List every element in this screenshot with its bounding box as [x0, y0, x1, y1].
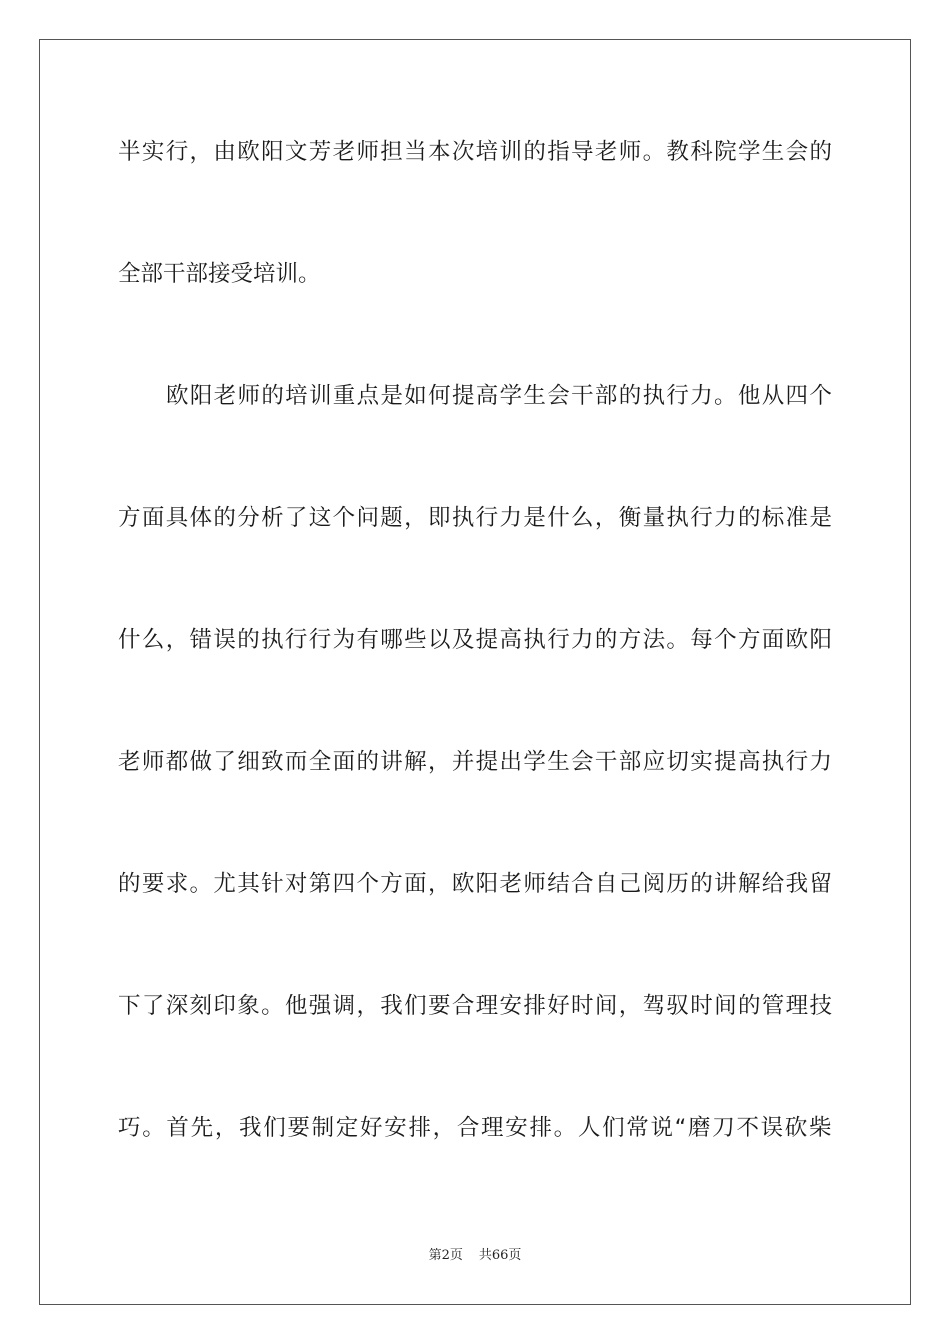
- text-char: 我: [239, 1115, 262, 1141]
- text-char: 会: [785, 139, 809, 165]
- text-char: 排: [529, 1115, 552, 1141]
- text-line-3: [166, 381, 832, 411]
- text-char: 个: [714, 627, 737, 653]
- text-char: 安: [499, 993, 523, 1019]
- text-char: 第: [308, 871, 332, 897]
- text-char: 的: [737, 993, 761, 1019]
- text-char: 常: [626, 1115, 649, 1141]
- text-char: 么: [141, 627, 165, 653]
- text-char: 尤: [213, 871, 236, 897]
- text-char: 这: [308, 505, 332, 531]
- text-char: “: [674, 1115, 687, 1141]
- text-char: 都: [165, 749, 189, 775]
- text-char: 错: [189, 627, 213, 653]
- text-line-9: [118, 1113, 832, 1143]
- text-char: 误: [213, 627, 236, 653]
- text-line-2: 全部干部接受培训。: [118, 261, 321, 287]
- text-line-6: [118, 747, 832, 777]
- text-char: 安: [505, 1115, 528, 1141]
- text-char: 间: [594, 993, 618, 1019]
- text-char: 力: [571, 627, 594, 653]
- text-char: 给: [761, 871, 785, 897]
- text-char: 四: [332, 871, 356, 897]
- text-char: 砍: [784, 1115, 808, 1141]
- text-char: 方: [737, 627, 761, 653]
- text-char: 刻: [189, 993, 213, 1019]
- text-char: 的: [594, 627, 618, 653]
- page-footer: [0, 1247, 950, 1265]
- text-char: 其: [237, 871, 260, 897]
- text-char: 做: [189, 749, 213, 775]
- text-char: 力: [809, 749, 832, 775]
- text-char: 从: [761, 383, 785, 409]
- text-char: 方: [118, 505, 141, 531]
- text-char: 当: [404, 139, 427, 165]
- text-char: 方: [380, 871, 403, 897]
- text-char: 安: [384, 1115, 407, 1141]
- text-char: 为: [332, 627, 356, 653]
- text-char: 科: [690, 139, 713, 165]
- text-char: 培: [285, 383, 308, 409]
- text-char: 以: [427, 627, 451, 653]
- text-char: 行: [785, 749, 809, 775]
- text-char: 学: [737, 139, 761, 165]
- text-char: 。: [642, 139, 666, 165]
- text-char: 力: [690, 383, 713, 409]
- text-char: 训: [308, 383, 332, 409]
- text-char: 时: [690, 993, 713, 1019]
- text-char: 管: [761, 993, 785, 1019]
- text-char: 老: [213, 383, 237, 409]
- text-char: 出: [499, 749, 523, 775]
- text-char: 致: [261, 749, 284, 775]
- text-char: 文: [284, 139, 308, 165]
- text-char: ，: [404, 505, 427, 531]
- text-char: ，: [214, 1115, 238, 1141]
- text-char: 什: [118, 627, 141, 653]
- text-line-5: [118, 625, 832, 655]
- page-total: 共66页: [478, 1248, 522, 1263]
- text-char: 合: [571, 871, 594, 897]
- text-char: 是: [523, 505, 546, 531]
- text-char: 个: [356, 871, 379, 897]
- text-char: 的: [690, 871, 713, 897]
- text-char: 具: [165, 505, 189, 531]
- text-char: 们: [602, 1115, 625, 1141]
- text-char: 有: [356, 627, 379, 653]
- text-char: 磨: [688, 1115, 711, 1141]
- text-char: 理: [475, 993, 499, 1019]
- text-char: 半: [118, 139, 141, 165]
- text-char: 体: [189, 505, 213, 531]
- text-char: 强: [308, 993, 332, 1019]
- text-char: 的: [523, 139, 546, 165]
- text-char: 的: [237, 627, 260, 653]
- text-char: 的: [213, 505, 236, 531]
- text-char: 解: [737, 871, 761, 897]
- text-char: 时: [571, 993, 594, 1019]
- text-char: 是: [380, 383, 403, 409]
- text-char: 解: [404, 749, 427, 775]
- text-char: ，: [618, 993, 642, 1019]
- text-char: 印: [213, 993, 236, 1019]
- text-char: 执: [451, 505, 475, 531]
- text-char: 准: [785, 505, 809, 531]
- text-char: 应: [642, 749, 666, 775]
- text-char: 。: [666, 627, 689, 653]
- text-char: 何: [428, 383, 451, 409]
- text-char: 不: [736, 1115, 759, 1141]
- text-char: 法: [642, 627, 666, 653]
- text-char: 及: [451, 627, 475, 653]
- text-char: 院: [714, 139, 737, 165]
- text-char: ，: [165, 627, 189, 653]
- text-char: 阳: [261, 139, 284, 165]
- text-char: 了: [284, 505, 308, 531]
- text-char: 深: [165, 993, 189, 1019]
- text-char: 。: [553, 1115, 577, 1141]
- text-char: 提: [451, 383, 475, 409]
- text-char: 好: [547, 993, 570, 1019]
- text-char: 。: [714, 383, 737, 409]
- text-char: 学: [523, 749, 546, 775]
- text-char: 留: [809, 871, 832, 897]
- text-char: 实: [690, 749, 713, 775]
- text-char: 执: [761, 749, 785, 775]
- text-char: 干: [594, 749, 618, 775]
- text-char: 我: [380, 993, 403, 1019]
- text-char: 问: [356, 505, 379, 531]
- text-char: 行: [475, 505, 499, 531]
- text-char: 全: [308, 749, 332, 775]
- text-char: 高: [499, 627, 523, 653]
- text-char: 定: [335, 1115, 359, 1141]
- text-char: 阅: [642, 871, 666, 897]
- text-char: 人: [577, 1115, 601, 1141]
- text-char: 培: [475, 139, 499, 165]
- text-char: 间: [714, 993, 737, 1019]
- text-char: 的: [118, 871, 141, 897]
- text-char: ，: [594, 505, 618, 531]
- text-char: 行: [165, 139, 189, 165]
- text-char: 制: [311, 1115, 335, 1141]
- text-char: 刀: [712, 1115, 735, 1141]
- text-char: 误: [760, 1115, 784, 1141]
- text-char: 面: [141, 505, 165, 531]
- text-char: 点: [356, 383, 380, 409]
- text-char: 师: [237, 383, 260, 409]
- text-char: 们: [404, 993, 427, 1019]
- text-char: 本: [427, 139, 451, 165]
- text-char: 力: [499, 505, 523, 531]
- text-char: 细: [237, 749, 260, 775]
- text-char: 哪: [380, 627, 403, 653]
- text-char: 分: [237, 505, 260, 531]
- text-char: 。: [261, 993, 284, 1019]
- text-char: 了: [213, 749, 236, 775]
- text-char: 面: [332, 749, 356, 775]
- text-char: 欧: [237, 139, 260, 165]
- text-char: 执: [261, 627, 284, 653]
- text-char: 历: [666, 871, 689, 897]
- text-char: 部: [594, 383, 618, 409]
- text-char: 芳: [308, 139, 332, 165]
- text-char: 老: [499, 871, 523, 897]
- text-char: 师: [523, 871, 546, 897]
- text-char: 合: [451, 993, 475, 1019]
- text-char: 排: [523, 993, 546, 1019]
- text-char: 实: [141, 139, 165, 165]
- text-char: 老: [594, 139, 618, 165]
- text-char: 析: [261, 505, 284, 531]
- text-char: 高: [475, 383, 499, 409]
- text-char: 阳: [809, 627, 832, 653]
- text-char: 部: [618, 749, 642, 775]
- text-char: 的: [356, 749, 379, 775]
- text-char: 他: [284, 993, 308, 1019]
- text-char: 驾: [642, 993, 666, 1019]
- text-char: 要: [427, 993, 451, 1019]
- text-char: 行: [284, 627, 308, 653]
- text-char: 指: [547, 139, 570, 165]
- text-char: 力: [714, 505, 737, 531]
- text-char: 结: [547, 871, 570, 897]
- text-char: ，: [432, 1115, 456, 1141]
- text-char: 师: [356, 139, 379, 165]
- page-number: 第2页: [428, 1248, 463, 1263]
- text-char: 生: [761, 139, 785, 165]
- text-char: 切: [666, 749, 689, 775]
- text-char: 次: [451, 139, 475, 165]
- text-char: 衡: [618, 505, 642, 531]
- text-char: 题: [380, 505, 403, 531]
- text-line-1: [118, 137, 832, 167]
- text-char: 提: [714, 749, 737, 775]
- text-char: 欧: [785, 627, 809, 653]
- text-char: 讲: [380, 749, 403, 775]
- text-char: 标: [761, 505, 785, 531]
- text-char: 他: [737, 383, 761, 409]
- text-char: 己: [618, 871, 642, 897]
- text-char: 什: [547, 505, 570, 531]
- text-char: 针: [261, 871, 284, 897]
- text-char: 干: [571, 383, 594, 409]
- text-char: ，: [427, 749, 451, 775]
- text-char: 排: [408, 1115, 431, 1141]
- text-char: 驭: [666, 993, 689, 1019]
- text-char: 下: [118, 993, 141, 1019]
- text-char: 即: [427, 505, 451, 531]
- text-char: 。: [142, 1115, 165, 1141]
- text-char: 训: [499, 139, 523, 165]
- text-char: 理: [785, 993, 809, 1019]
- text-char: 欧: [166, 383, 189, 409]
- text-char: 如: [404, 383, 427, 409]
- text-char: 的: [809, 139, 832, 165]
- text-char: 技: [809, 993, 832, 1019]
- text-char: 首: [166, 1115, 189, 1141]
- text-char: 行: [690, 505, 713, 531]
- text-char: 四: [785, 383, 809, 409]
- text-char: 教: [666, 139, 689, 165]
- text-char: 学: [499, 383, 523, 409]
- text-char: 量: [642, 505, 666, 531]
- text-char: 会: [571, 749, 594, 775]
- text-char: 求: [165, 871, 189, 897]
- text-char: ，: [427, 871, 451, 897]
- text-char: 高: [737, 749, 761, 775]
- text-char: 的: [618, 383, 642, 409]
- text-line-4: [118, 503, 832, 533]
- text-char: 面: [404, 871, 427, 897]
- text-char: 担: [380, 139, 403, 165]
- text-char: 调: [332, 993, 356, 1019]
- text-char: 行: [308, 627, 332, 653]
- text-char: 执: [523, 627, 546, 653]
- text-char: 先: [190, 1115, 214, 1141]
- text-char: 我: [785, 871, 809, 897]
- text-char: 行: [666, 383, 689, 409]
- text-char: 自: [594, 871, 618, 897]
- text-char: 柴: [809, 1115, 832, 1141]
- text-line-7: [118, 869, 832, 899]
- text-char: 欧: [451, 871, 475, 897]
- text-char: 生: [523, 383, 546, 409]
- text-char: 师: [618, 139, 642, 165]
- text-char: 行: [547, 627, 570, 653]
- text-char: 而: [284, 749, 308, 775]
- text-char: 。: [189, 871, 213, 897]
- text-char: 导: [571, 139, 594, 165]
- text-char: 是: [809, 505, 832, 531]
- text-char: 个: [332, 505, 356, 531]
- text-char: 好: [360, 1115, 383, 1141]
- text-char: 巧: [118, 1115, 141, 1141]
- text-char: 方: [618, 627, 642, 653]
- text-char: 要: [141, 871, 165, 897]
- text-char: 的: [737, 505, 761, 531]
- text-char: 老: [118, 749, 141, 775]
- text-char: 个: [809, 383, 832, 409]
- text-char: 象: [237, 993, 260, 1019]
- text-line-8: [118, 991, 832, 1021]
- text-char: 生: [547, 749, 570, 775]
- text-char: 讲: [714, 871, 737, 897]
- text-char: 面: [761, 627, 785, 653]
- text-char: ，: [189, 139, 213, 165]
- text-char: 提: [475, 749, 499, 775]
- text-char: 师: [141, 749, 165, 775]
- text-char: 阳: [189, 383, 213, 409]
- text-char: 阳: [475, 871, 499, 897]
- text-char: 提: [475, 627, 499, 653]
- text-char: 说: [650, 1115, 673, 1141]
- text-char: 些: [404, 627, 427, 653]
- text-char: 么: [571, 505, 594, 531]
- text-char: 重: [332, 383, 356, 409]
- text-char: 的: [261, 383, 284, 409]
- text-char: 由: [213, 139, 236, 165]
- text-char: 执: [666, 505, 689, 531]
- text-char: 并: [451, 749, 475, 775]
- text-char: 老: [332, 139, 356, 165]
- text-char: 们: [263, 1115, 286, 1141]
- text-char: 理: [481, 1115, 504, 1141]
- text-char: ，: [356, 993, 379, 1019]
- text-char: 合: [456, 1115, 480, 1141]
- text-char: 执: [642, 383, 666, 409]
- text-char: 会: [547, 383, 570, 409]
- text-char: 要: [287, 1115, 310, 1141]
- text-char: 对: [284, 871, 308, 897]
- text-char: 每: [690, 627, 713, 653]
- text-char: 了: [141, 993, 165, 1019]
